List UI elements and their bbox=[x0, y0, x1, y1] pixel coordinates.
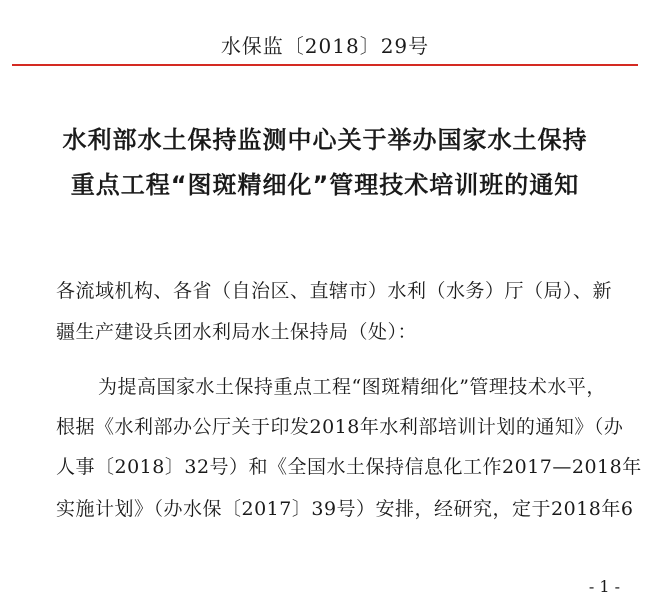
body-paragraph-line: 为提高国家水土保持重点工程“图斑精细化”管理技术水平， bbox=[98, 376, 606, 398]
body-paragraph-line: 人事〔2018〕32号）和《全国水土保持信息化工作2017—2018年 bbox=[56, 456, 642, 478]
notice-title-line-1: 水利部水土保持监测中心关于举办国家水土保持 bbox=[62, 126, 588, 154]
addressee-line-1: 各流域机构、各省（自治区、直辖市）水利（水务）厅（局）、新 bbox=[56, 280, 613, 302]
body-paragraph-line: 根据《水利部办公厅关于印发2018年水利部培训计划的通知》（办 bbox=[56, 416, 624, 438]
page-number: - 1 - bbox=[588, 577, 620, 596]
document-number: 水保监〔2018〕29号 bbox=[220, 34, 430, 58]
notice-title-line-2: 重点工程“图斑精细化”管理技术培训班的通知 bbox=[70, 171, 580, 199]
addressee-line-2: 疆生产建设兵团水利局水土保持局（处）： bbox=[56, 321, 418, 343]
body-paragraph-line: 实施计划》（办水保〔2017〕39号）安排，经研究，定于2018年6 bbox=[56, 498, 634, 520]
red-header-rule bbox=[12, 64, 638, 66]
